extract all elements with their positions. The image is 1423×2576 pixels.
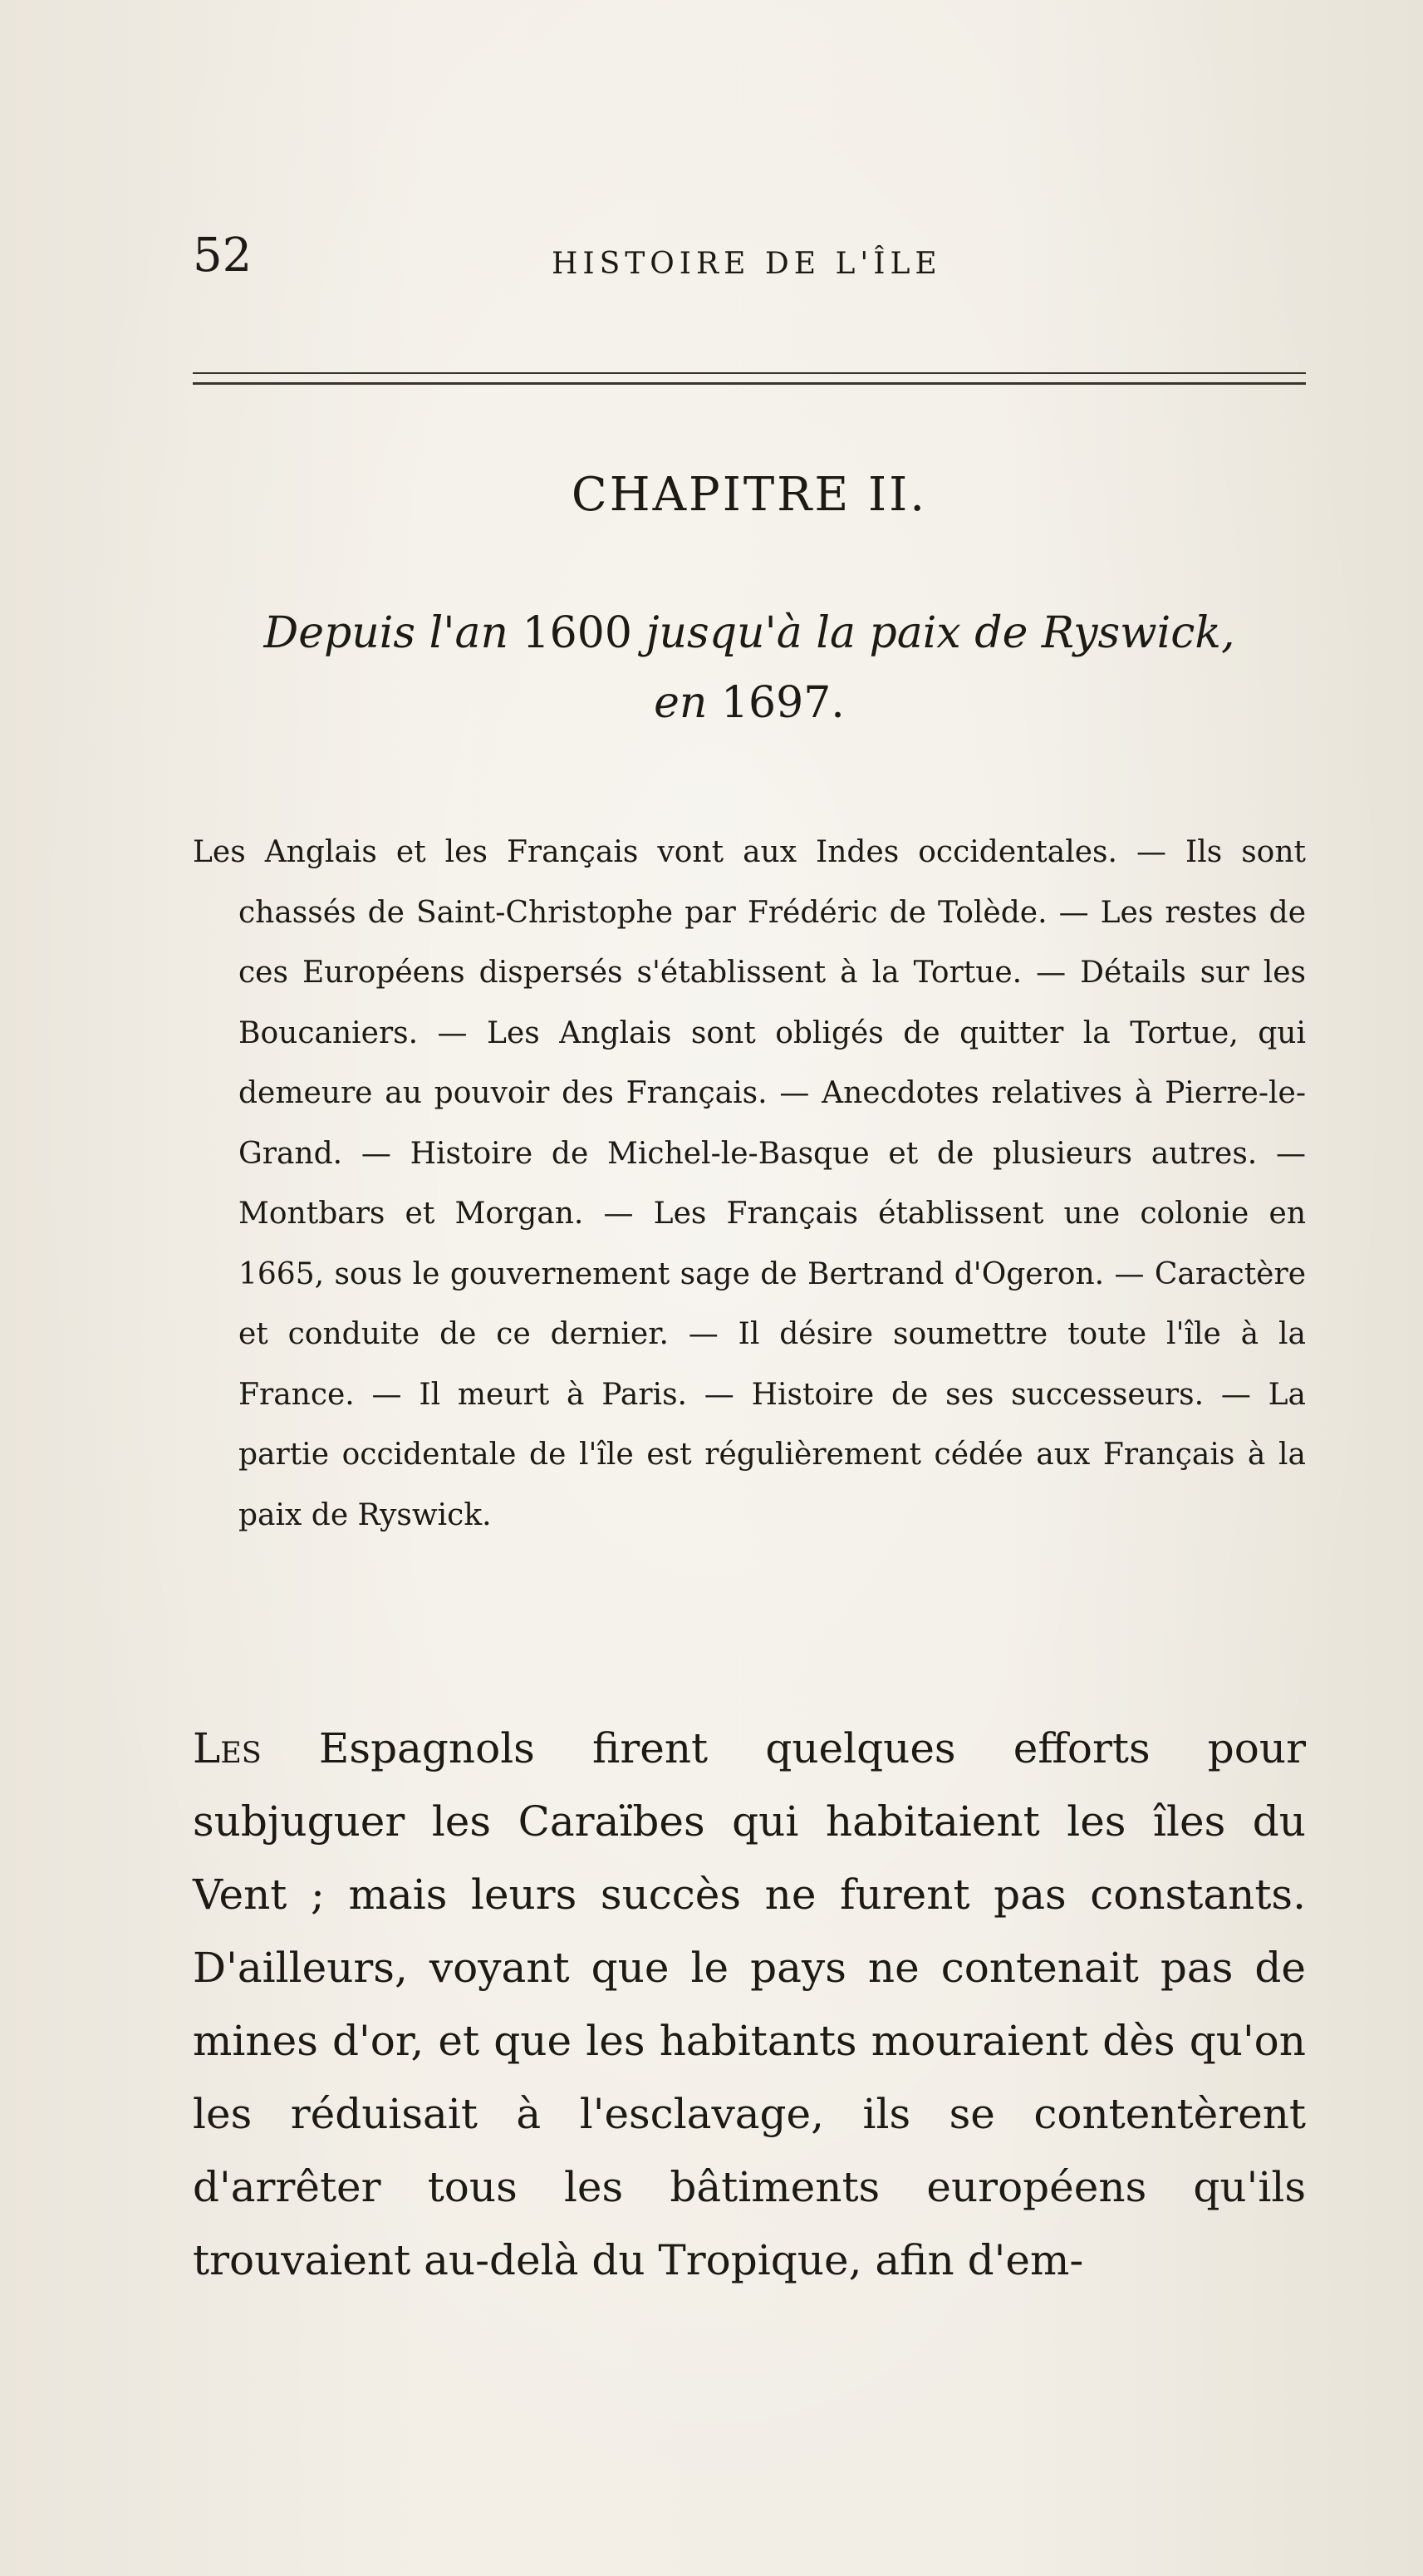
- subtitle-year1: 1600: [522, 608, 632, 658]
- chapter-summary: Les Anglais et les Français vont aux Indes occidentales. — Ils sont chassés de Saint-Christophe par Frédéric de Tolède. — Les restes de ces Européens dispersés s'établissent à la Tortue. — Détails sur les Boucaniers. — Les Anglais sont obligés de quitter la Tortue, qui demeure au pouvoir des Français. — Anecdotes relatives à Pierre-le-Grand. — Histoire de Michel-le-Basque et de plusieurs autres. — Montbars et Morgan. — Les Français établissent une colonie en 1665, sous le gouvernement sage de Bertrand d'Ogeron. — Caractère et conduite de ce dernier. — Il désire soumettre toute l'île à la France. — Il meurt à Paris. — Histoire de ses successeurs. — La partie occidentale de l'île est régulièrement cédée aux Français à la paix de Ryswick.: [193, 835, 1306, 1532]
- body-paragraph: [193, 1712, 1306, 2297]
- chapter-subtitle: [193, 598, 1306, 738]
- subtitle-part2: jusqu'à la paix de Ryswick,: [645, 608, 1235, 658]
- page-number: 52: [193, 229, 253, 283]
- header-rule-thin: [193, 372, 1306, 374]
- running-head: [193, 223, 1306, 289]
- header-rule-thick: [193, 382, 1306, 385]
- subtitle-part1: Depuis l'an: [263, 608, 509, 658]
- lead-word: Les: [193, 1724, 262, 1772]
- running-title: HISTOIRE DE L'ÎLE: [552, 247, 942, 281]
- subtitle-part3: en: [654, 678, 708, 728]
- body-text: Espagnols firent quelques efforts pour subjuguer les Caraïbes qui habitaient les îles du Vent ; mais leurs succès ne furent pas constants. D'ailleurs, voyant que le pays ne contenait pas de mines d'or, et que les habitants mouraient dès qu'on les réduisait à l'esclavage, ils se contentèrent d'arrêter tous les bâtiments européens qu'ils trouvaient au-delà du Tropique, afin d'em-: [193, 1724, 1306, 2284]
- chapter-title: CHAPITRE II.: [571, 468, 928, 522]
- subtitle-year2: 1697.: [720, 678, 845, 728]
